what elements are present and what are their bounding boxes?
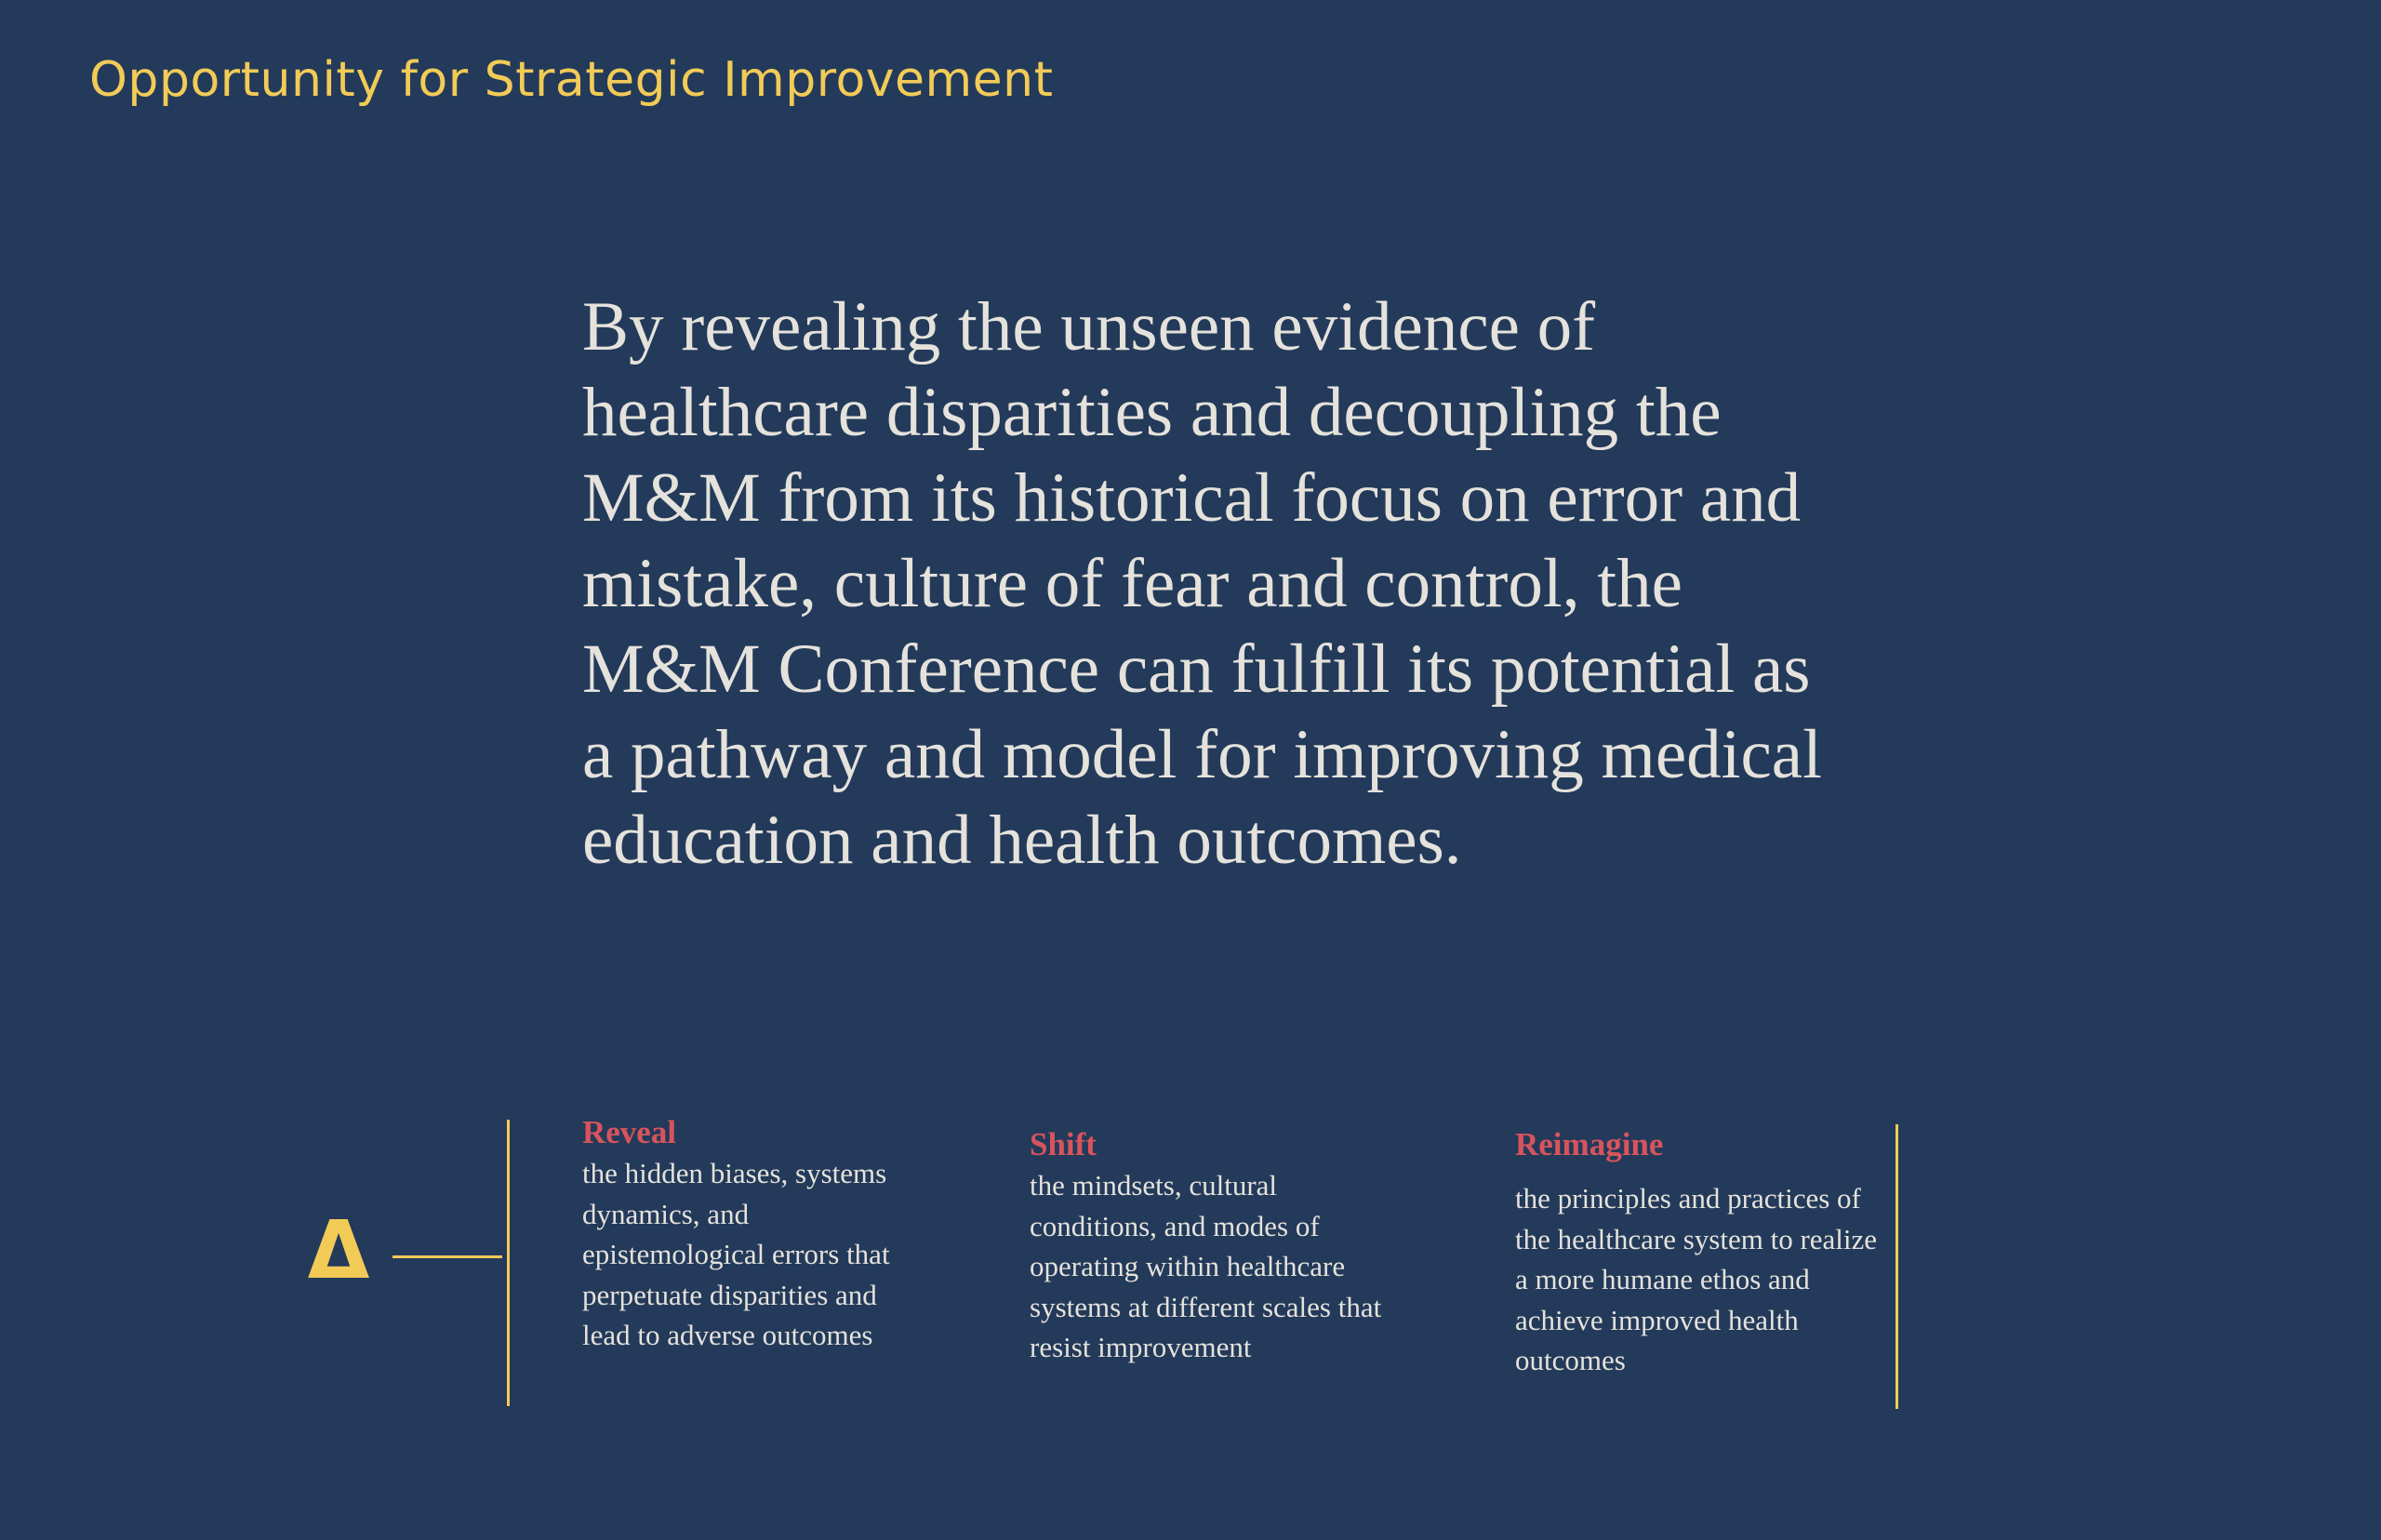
- left-bracket-line: [507, 1120, 510, 1406]
- pillar-body: the hidden biases, systems dynamics, and epistemological errors that perpetuate disparities and lead to adverse outcomes: [582, 1157, 890, 1351]
- right-bracket-line: [1895, 1124, 1898, 1409]
- pillar-shift: [1030, 1124, 1402, 1368]
- pillar-body: the mindsets, cultural conditions, and modes of operating within healthcare systems at different scales that resist improvement: [1030, 1169, 1382, 1363]
- pillar-heading: Reimagine: [1515, 1126, 1664, 1162]
- pillar-heading: Shift: [1030, 1126, 1097, 1162]
- connector-line: [392, 1255, 502, 1258]
- delta-icon: Δ: [307, 1204, 370, 1297]
- pillar-body: the principles and practices of the healthcare system to realize a more humane ethos and achieve improved health outcomes: [1515, 1182, 1878, 1376]
- pillar-reimagine: [1515, 1124, 1887, 1381]
- pillar-heading: Reveal: [582, 1114, 677, 1150]
- page-title: Opportunity for Strategic Improvement: [89, 52, 1054, 108]
- lead-statement: By revealing the unseen evidence of healthcare disparities and decoupling the M&M from its historical focus on error and mistake, culture of fear and control, the M&M Conference can fulfill its potential as a pathway and model for improving medical education and health outcomes.: [582, 288, 1822, 879]
- pillar-reveal: [582, 1112, 917, 1356]
